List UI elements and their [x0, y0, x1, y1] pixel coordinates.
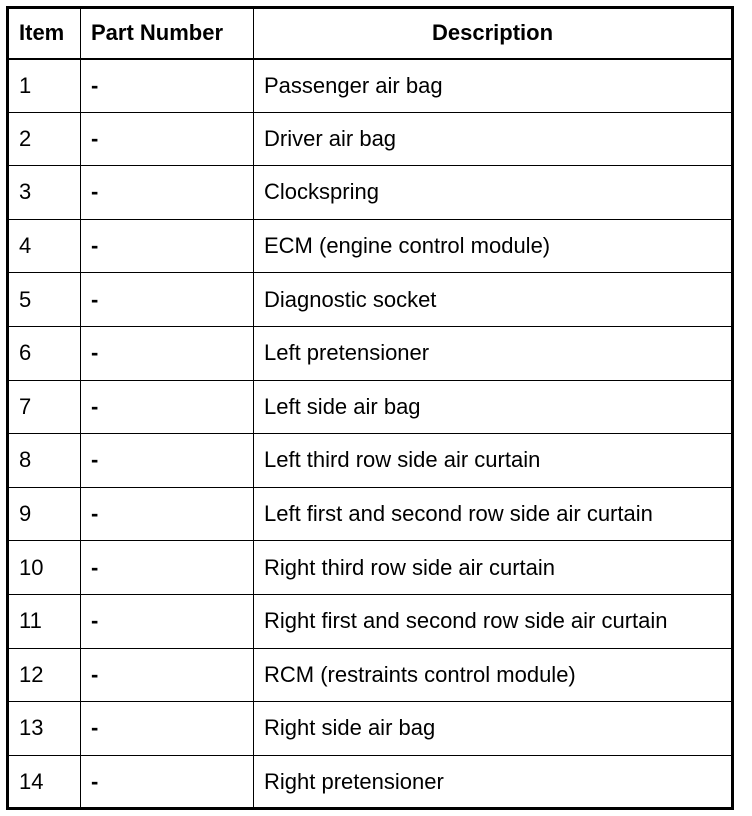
cell-description: Left third row side air curtain [254, 434, 733, 488]
table-row [8, 273, 733, 327]
table-row [8, 541, 733, 595]
cell-item: 14 [8, 755, 81, 809]
cell-item: 9 [8, 487, 81, 541]
cell-part-number: - [81, 112, 254, 166]
cell-item: 11 [8, 594, 81, 648]
table-row [8, 487, 733, 541]
cell-description: Passenger air bag [254, 59, 733, 113]
cell-description: Left first and second row side air curtain [254, 487, 733, 541]
cell-item: 8 [8, 434, 81, 488]
cell-part-number: - [81, 434, 254, 488]
parts-table [6, 6, 734, 810]
cell-description: Clockspring [254, 166, 733, 220]
cell-description: Diagnostic socket [254, 273, 733, 327]
cell-item: 4 [8, 219, 81, 273]
cell-item: 12 [8, 648, 81, 702]
table-row [8, 219, 733, 273]
cell-part-number: - [81, 380, 254, 434]
cell-description: Left pretensioner [254, 326, 733, 380]
cell-part-number: - [81, 755, 254, 809]
cell-item: 13 [8, 702, 81, 756]
cell-part-number: - [81, 594, 254, 648]
table-row [8, 434, 733, 488]
cell-part-number: - [81, 702, 254, 756]
cell-description: RCM (restraints control module) [254, 648, 733, 702]
cell-description: Right side air bag [254, 702, 733, 756]
cell-part-number: - [81, 487, 254, 541]
table-body [8, 59, 733, 809]
cell-item: 3 [8, 166, 81, 220]
header-item: Item [8, 8, 81, 59]
cell-item: 1 [8, 59, 81, 113]
cell-description: Right pretensioner [254, 755, 733, 809]
cell-part-number: - [81, 541, 254, 595]
cell-part-number: - [81, 273, 254, 327]
cell-description: ECM (engine control module) [254, 219, 733, 273]
table-row [8, 59, 733, 113]
header-row [8, 8, 733, 59]
table-row [8, 380, 733, 434]
table-row [8, 112, 733, 166]
cell-description: Right first and second row side air curtain [254, 594, 733, 648]
table-row [8, 326, 733, 380]
cell-part-number: - [81, 59, 254, 113]
cell-description: Driver air bag [254, 112, 733, 166]
table-row [8, 648, 733, 702]
cell-item: 6 [8, 326, 81, 380]
table-row [8, 755, 733, 809]
table-row [8, 594, 733, 648]
cell-description: Right third row side air curtain [254, 541, 733, 595]
cell-description: Left side air bag [254, 380, 733, 434]
cell-part-number: - [81, 166, 254, 220]
header-part-number: Part Number [81, 8, 254, 59]
cell-item: 10 [8, 541, 81, 595]
cell-item: 2 [8, 112, 81, 166]
cell-item: 7 [8, 380, 81, 434]
cell-part-number: - [81, 648, 254, 702]
table-header [8, 8, 733, 59]
cell-item: 5 [8, 273, 81, 327]
cell-part-number: - [81, 219, 254, 273]
table-row [8, 166, 733, 220]
header-description: Description [254, 8, 733, 59]
cell-part-number: - [81, 326, 254, 380]
table-row [8, 702, 733, 756]
